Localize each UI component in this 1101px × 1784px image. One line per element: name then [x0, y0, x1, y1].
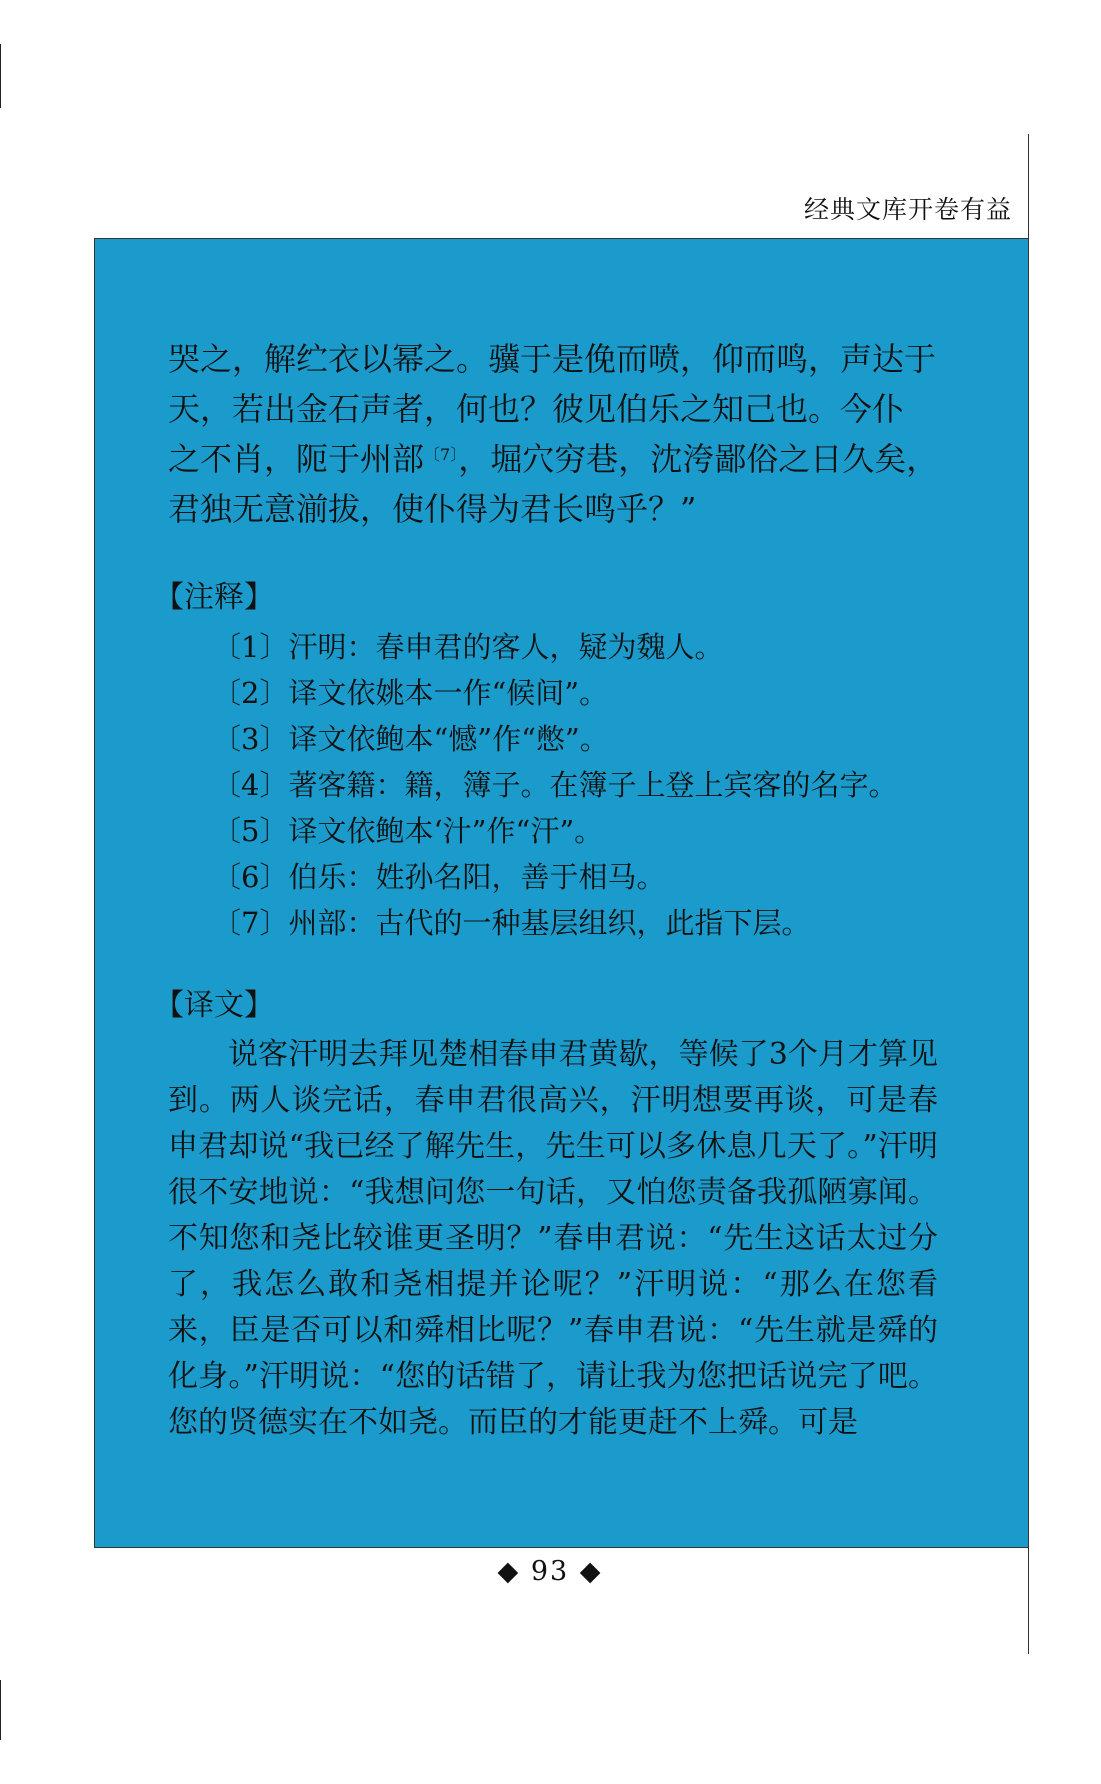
note-item-3: 〔3〕译文依鲍本“憾”作“憋”。 — [212, 722, 609, 756]
note-item-6: 〔6〕伯乐：姓孙名阳，善于相马。 — [212, 860, 666, 894]
note-item-7: 〔7〕州部：古代的一种基层组织，此指下层。 — [212, 906, 811, 940]
note-item-4: 〔4〕著客籍：籍，簿子。在簿子上登上宾客的名字。 — [212, 768, 898, 802]
note-item-1: 〔1〕汗明：春申君的客人，疑为魏人。 — [212, 630, 724, 664]
notes-heading: 【注释】 — [154, 580, 274, 615]
crop-mark-bottom-left — [0, 1680, 1, 1740]
original-text-line-3a: 之不肖，阨于州部 — [168, 440, 425, 478]
original-text-line-1: 哭之，解纻衣以幂之。骥于是俛而喷，仰而鸣，声达于 — [168, 340, 937, 378]
page-number: ◆ 93 ◆ — [497, 1556, 603, 1587]
notes-list — [212, 624, 897, 946]
original-text-line-3b: ，堀穴穷巷，沈洿鄙俗之日久矣， — [458, 440, 939, 478]
note-item-5: 〔5〕译文依鲍本‘汁”作“汗”。 — [212, 814, 604, 848]
page-edge-rule — [1028, 134, 1029, 1654]
running-head: 经典文库开卷有益 — [803, 195, 1012, 224]
original-text-line-2: 天，若出金石声者，何也？彼见伯乐之知己也。今仆 — [168, 390, 905, 428]
translation-heading: 【译文】 — [154, 988, 274, 1023]
crop-mark-top-left — [0, 44, 1, 108]
original-text-line-4: 君独无意湔拔，使仆得为君长鸣乎？” — [168, 490, 697, 528]
note-item-2: 〔2〕译文依姚本一作“候间”。 — [212, 676, 609, 710]
original-text-line-3 — [168, 434, 948, 484]
footnote-ref-7: 〔7〕 — [424, 445, 459, 464]
translation-text: 说客汗明去拜见楚相春申君黄歇，等候了3个月才算见到。两人谈完话，春申君很高兴，汗明想要再谈，可是春申君却说“我已经了解先生，先生可以多休息几天了。”汗明很不安地说：“我想问您一句话，又怕您责备我孤陋寡闻。不知您和尧比较谁更圣明？”春申君说：“先生这话太过分了，我怎么敢和尧相提并论呢？”汗明说：“那么在您看来，臣是否可以和舜相比呢？”春申君说：“先生就是舜的化身。”汗明说：“您的话错了，请让我为您把话说完了吧。您的贤德实在不如尧。而臣的才能更赶不上舜。可是 — [168, 1037, 938, 1440]
